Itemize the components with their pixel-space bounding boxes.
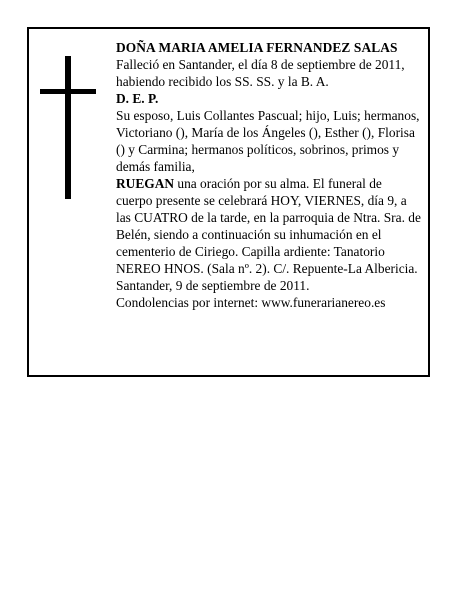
funeral-details: una oración por su alma. El funeral de cuerpo presente se celebrará HOY, VIERNES, día 9, a las CUATRO de la tarde, en la parroquia de Ntra. Sra. de Belén, siendo a continuación su inhumación en el cementerio de Ciriego. Capilla ardiente: Tanatorio NEREO HNOS. (Sala nº. 2). C/. Repuente-La Albericia. bbox=[116, 176, 421, 276]
funeral-request bbox=[116, 175, 421, 277]
cross-horizontal-bar bbox=[40, 89, 96, 94]
ruegan-word: RUEGAN bbox=[116, 176, 175, 191]
death-notice: Falleció en Santander, el día 8 de septiembre de 2011, habiendo recibido los SS. SS. y la B. A. bbox=[116, 57, 405, 89]
condolences-line: Condolencias por internet: www.funerarianereo.es bbox=[116, 295, 386, 310]
cross-vertical-bar bbox=[65, 56, 71, 199]
obituary-text bbox=[116, 39, 421, 311]
cross-icon bbox=[40, 56, 96, 199]
family-list: Su esposo, Luis Collantes Pascual; hijo, Luis; hermanos, Victoriano (), María de los Ángeles (), Esther (), Florisa () y Carmina; hermanos políticos, sobrinos, primos y demás familia, bbox=[116, 108, 420, 174]
rest-in-peace: D. E. P. bbox=[116, 91, 159, 106]
obituary-notice bbox=[27, 27, 430, 377]
place-date: Santander, 9 de septiembre de 2011. bbox=[116, 278, 310, 293]
deceased-name: DOÑA MARIA AMELIA FERNANDEZ SALAS bbox=[116, 40, 398, 55]
